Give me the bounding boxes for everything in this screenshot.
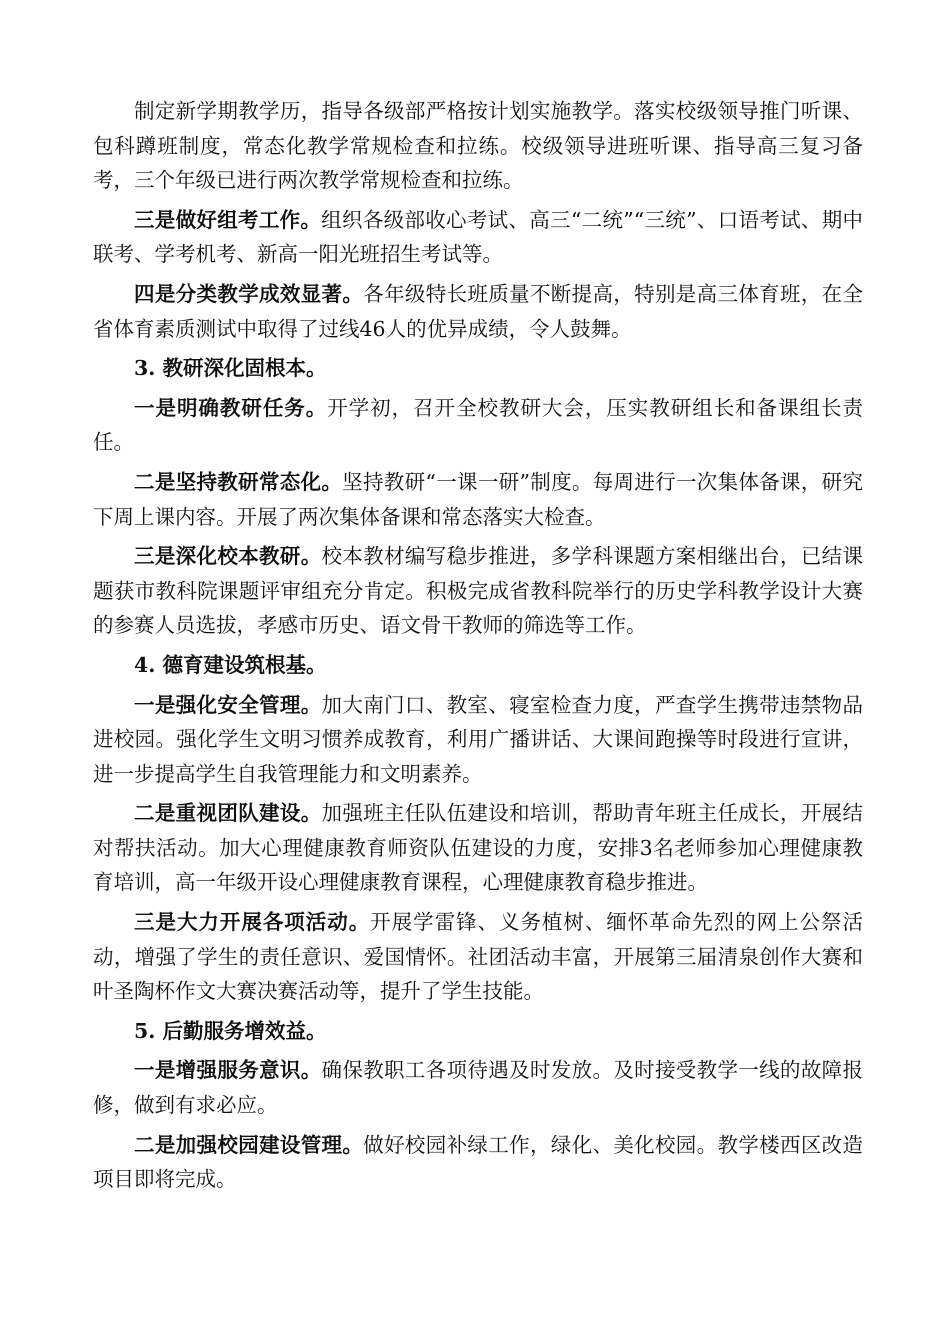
paragraph-lead: 三是大力开展各项活动。 — [134, 910, 371, 935]
paragraph-body: 开学初，召开全校教研大会，压实教研组长和备课组长责任。 — [93, 395, 864, 455]
paragraph-campus-construction — [93, 1128, 863, 1197]
paragraph-lead: 一是增强服务意识。 — [134, 1058, 322, 1083]
paragraph-body: 做好校园补绿工作，绿化、美化校园。教学楼西区改造项目即将完成。 — [93, 1132, 864, 1192]
section-heading-teaching-research: 3. 教研深化固根本。 — [134, 356, 327, 381]
paragraph-lead: 一是明确教研任务。 — [134, 395, 328, 420]
paragraph-team-building — [93, 796, 863, 900]
paragraph-lead: 二是加强校园建设管理。 — [134, 1132, 364, 1157]
paragraph-body: 各年级特长班质量不断提高，特别是高三体育班，在全省体育素质测试中取得了过线46人的优异成绩，令人鼓舞。 — [93, 281, 864, 341]
section-heading-logistics: 5. 后勤服务增效益。 — [134, 1018, 327, 1043]
paragraph-research-normalization — [93, 465, 863, 534]
paragraph-lead: 一是强化安全管理。 — [134, 692, 322, 717]
paragraph-research-tasks — [93, 391, 863, 460]
paragraph-lead: 四是分类教学成效显著。 — [134, 281, 364, 306]
paragraph-body: 加大南门口、教室、寝室检查力度，严查学生携带违禁物品进校园。强化学生文明习惯养成教育，利用广播讲话、大课间跑操等时段进行宣讲，进一步提高学生自我管理能力和文明素养。 — [93, 692, 864, 786]
paragraph-activities — [93, 905, 863, 1009]
paragraph-body: 组织各级部收心考试、高三“二统”“三统”、口语考试、期中联考、学考机考、新高一阳光班招生考试等。 — [93, 207, 864, 267]
paragraph-body: 开展学雷锋、义务植树、缅怀革命先烈的网上公祭活动，增强了学生的责任意识、爱国情怀。社团活动丰富，开展第三届清泉创作大赛和叶圣陶杯作文大赛决赛活动等，提升了学生技能。 — [93, 910, 864, 1004]
paragraph-body: 加强班主任队伍建设和培训，帮助青年班主任成长，开展结对帮扶活动。加大心理健康教育师资队伍建设的力度，安排3名老师参加心理健康教育培训，高一年级开设心理健康教育课程，心理健康教育稳步推进。 — [93, 801, 864, 895]
paragraph-lead: 三是深化校本教研。 — [134, 544, 322, 569]
paragraph-school-based-research — [93, 539, 863, 643]
document-page — [93, 94, 863, 1202]
paragraph-body: 确保教职工各项待遇及时发放。及时接受教学一线的故障报修，做到有求必应。 — [93, 1058, 864, 1118]
paragraph-safety-management — [93, 688, 863, 792]
paragraph-body: 校本教材编写稳步推进，多学科课题方案相继出台，已结课题获市教科院课题评审组充分肯定。积极完成省教科院举行的历史学科教学设计大赛的参赛人员选拔，孝感市历史、语文骨干教师的筛选等工作。 — [93, 544, 864, 638]
paragraph-teaching-calendar — [93, 94, 863, 198]
paragraph-lead: 二是重视团队建设。 — [134, 801, 322, 826]
paragraph-exam-organization — [93, 203, 863, 272]
paragraph-body: 坚持教研“一课一研”制度。每周进行一次集体备课，研究下周上课内容。开展了两次集体备课和常态落实大检查。 — [93, 469, 863, 529]
paragraph-lead: 二是坚持教研常态化。 — [134, 469, 343, 494]
paragraph-service-awareness — [93, 1053, 863, 1122]
paragraph-body: 制定新学期教学历，指导各级部严格按计划实施教学。落实校级领导推门听课、包科蹲班制度，常态化教学常规检查和拉练。校级领导进班听课、指导高三复习备考，三个年级已进行两次教学常规检查和拉练。 — [93, 99, 863, 193]
section-heading-moral-education: 4. 德育建设筑根基。 — [134, 652, 327, 677]
paragraph-classified-teaching — [93, 277, 863, 346]
paragraph-lead: 三是做好组考工作。 — [134, 207, 322, 232]
